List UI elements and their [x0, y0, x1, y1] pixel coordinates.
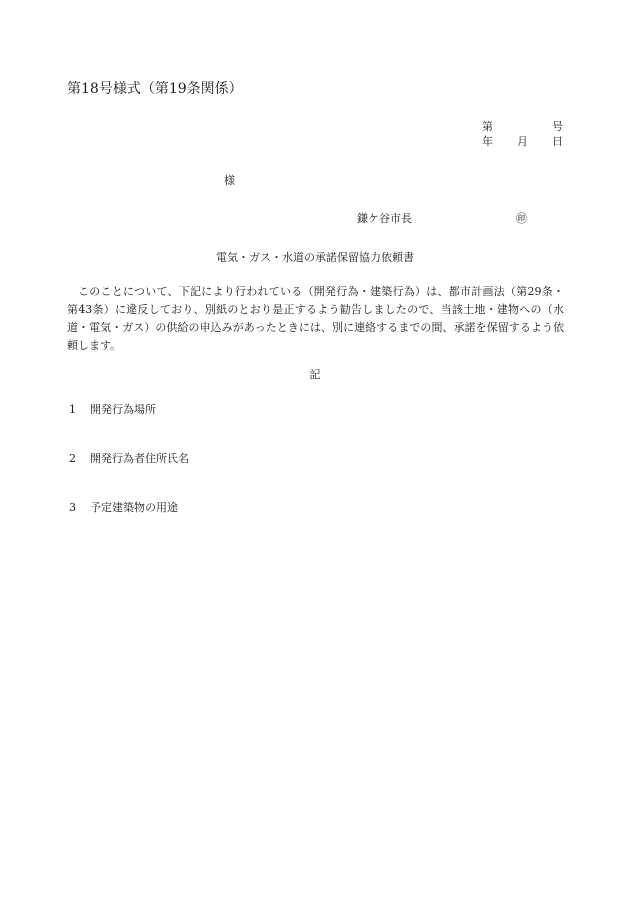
form-number-title: 第18号様式（第19条関係）: [67, 81, 243, 97]
body-paragraph: このことについて、下記により行われている（開発行為・建築行為）は、都市計画法（第29条・第43条）に違反しており、別紙のとおり是正するよう勧告しましたので、当該土地・建物への（水道・電気・ガス）の供給の申込みがあったときには、別に連絡するまでの間、承諾を保留するよう依頼します。: [67, 285, 564, 352]
item-number: 3: [69, 501, 76, 514]
date-month: 月: [517, 135, 528, 148]
list-item: [69, 450, 189, 466]
item-number: 1: [69, 403, 76, 416]
list-item: [69, 401, 156, 417]
document-title: 電気・ガス・水道の承諾保留協力依頼書: [216, 251, 414, 264]
ki-heading: 記: [309, 368, 321, 381]
item-number: 2: [69, 452, 76, 465]
item-label: 開発行為場所: [90, 403, 156, 416]
number-suffix: 号: [552, 120, 563, 133]
number-prefix: 第: [482, 120, 493, 133]
item-label: 開発行為者住所氏名: [90, 452, 189, 465]
addressee-honorific: 様: [224, 174, 235, 187]
list-item: [69, 499, 178, 515]
item-label: 予定建築物の用途: [90, 501, 178, 514]
date-day: 日: [552, 135, 563, 148]
seal-mark: ㊞: [516, 212, 527, 225]
date-year: 年: [482, 135, 493, 148]
issuer-name: 鎌ケ谷市長: [357, 212, 412, 225]
